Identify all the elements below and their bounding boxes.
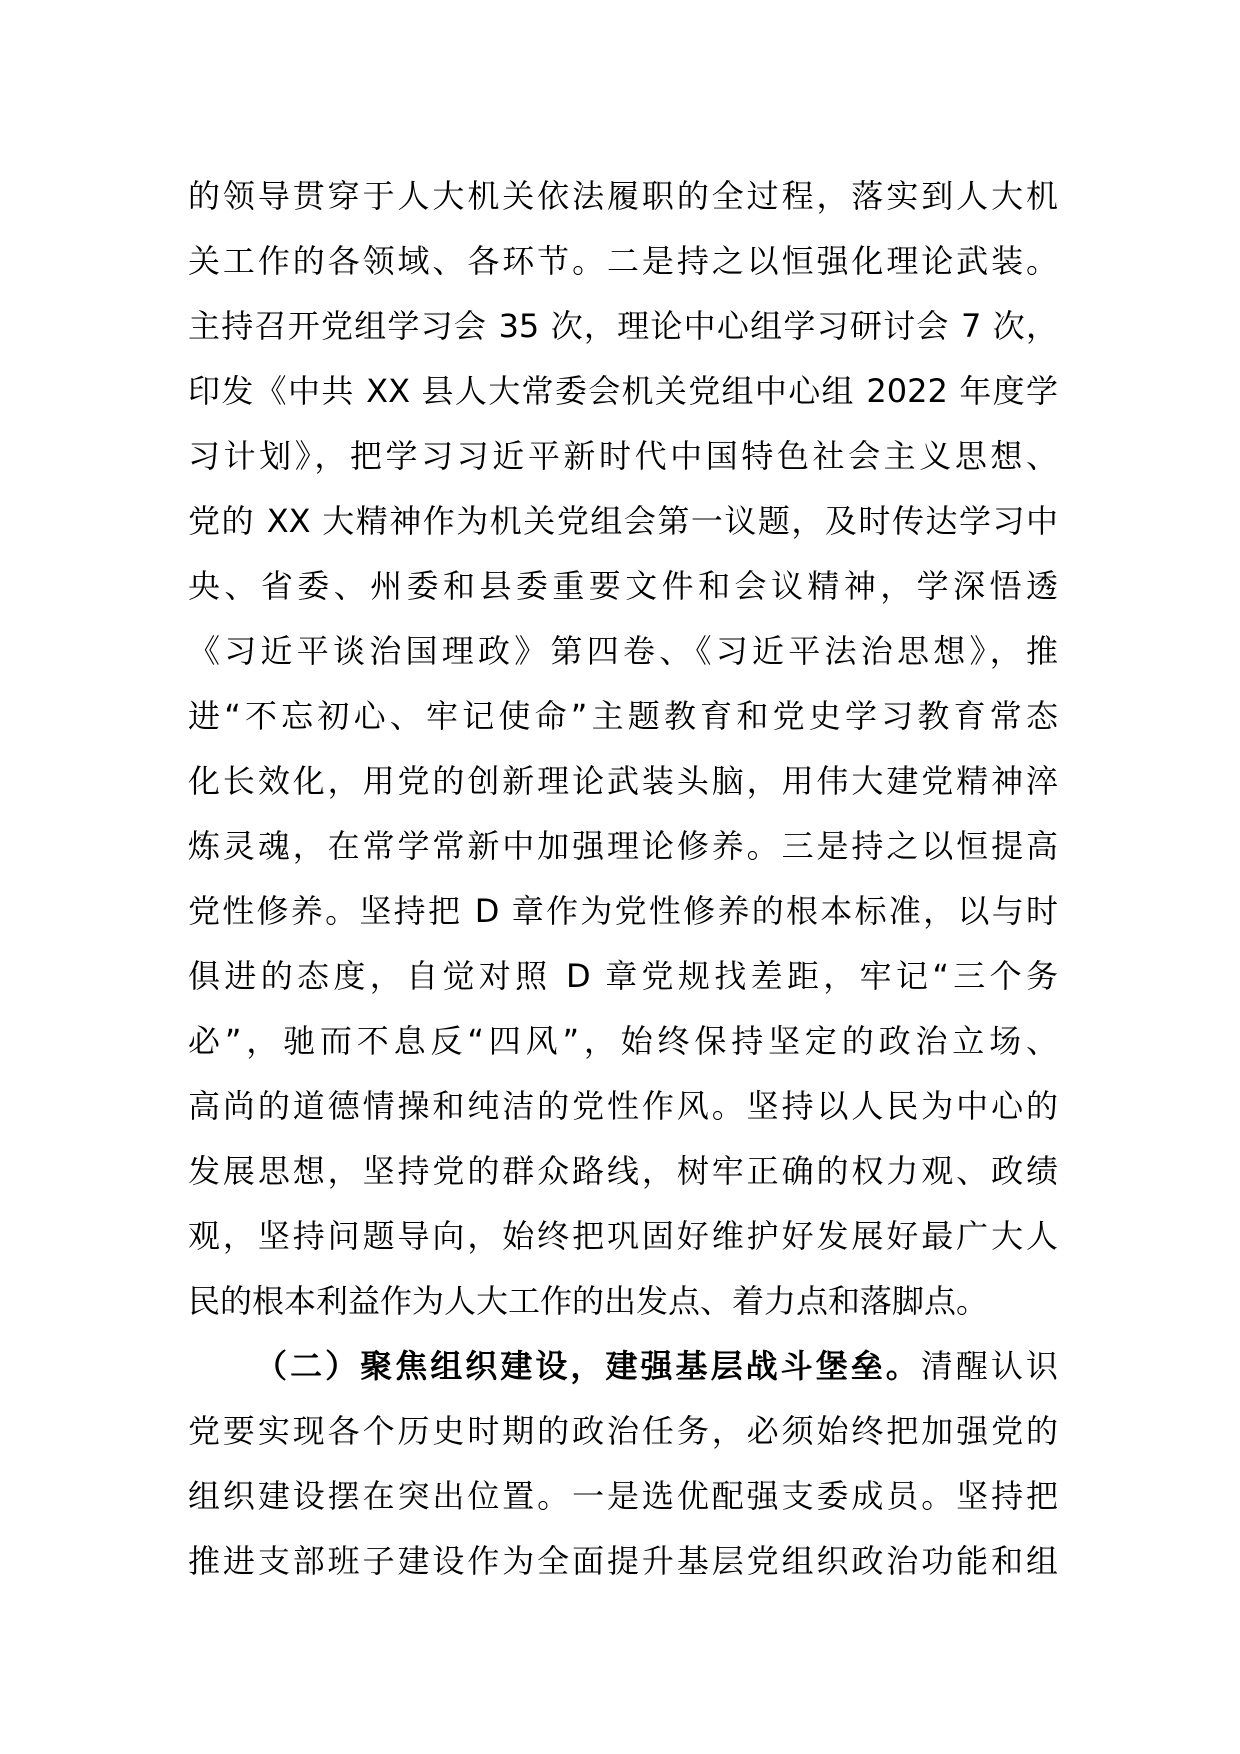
body-text bbox=[188, 164, 1058, 1594]
text-line: 推进支部班子建设作为全面提升基层党组织政治功能和组 bbox=[188, 1542, 1058, 1580]
text-line: 印发《中共 XX 县人大常委会机关党组中心组 2022 年度学 bbox=[188, 372, 1058, 410]
text-line-first bbox=[188, 1334, 1058, 1399]
text-line: 组织建设摆在突出位置。一是选优配强支委成员。坚持把 bbox=[188, 1477, 1058, 1515]
text-line: 央、省委、州委和县委重要文件和会议精神，学深悟透 bbox=[188, 567, 1058, 605]
section-heading: （二）聚焦组织建设，建强基层战斗堡垒。 bbox=[252, 1347, 921, 1385]
text-line: 党要实现各个历史时期的政治任务，必须始终把加强党的 bbox=[188, 1412, 1058, 1450]
text-line: 炼灵魂，在常学常新中加强理论修养。三是持之以恒提高 bbox=[188, 827, 1058, 865]
text-line: 《习近平谈治国理政》第四卷、《习近平法治思想》，推 bbox=[188, 632, 1058, 670]
text-line: 俱进的态度，自觉对照 D 章党规找差距，牢记“三个务 bbox=[188, 957, 1058, 995]
text-line: 习计划》，把学习习近平新时代中国特色社会主义思想、 bbox=[188, 437, 1058, 475]
text-line: 民的根本利益作为人大工作的出发点、着力点和落脚点。 bbox=[188, 1282, 989, 1320]
paragraph-2 bbox=[188, 1334, 1058, 1594]
text-line: 发展思想，坚持党的群众路线，树牢正确的权力观、政绩 bbox=[188, 1152, 1058, 1190]
text-line: 的领导贯穿于人大机关依法履职的全过程，落实到人大机 bbox=[188, 177, 1058, 215]
text-line: 关工作的各领域、各环节。二是持之以恒强化理论武装。 bbox=[188, 242, 1058, 280]
text-line: 党性修养。坚持把 D 章作为党性修养的根本标准，以与时 bbox=[188, 892, 1058, 930]
text-line: 观，坚持问题导向，始终把巩固好维护好发展好最广大人 bbox=[188, 1217, 1058, 1255]
text-line: 进“不忘初心、牢记使命”主题教育和党史学习教育常态 bbox=[188, 697, 1058, 735]
heading-continuation: 清醒认识 bbox=[920, 1347, 1058, 1385]
text-line: 党的 XX 大精神作为机关党组会第一议题，及时传达学习中 bbox=[188, 502, 1058, 540]
text-line: 必”，驰而不息反“四风”，始终保持坚定的政治立场、 bbox=[188, 1022, 1058, 1060]
text-line: 主持召开党组学习会 35 次，理论中心组学习研讨会 7 次， bbox=[188, 307, 1058, 345]
text-line: 高尚的道德情操和纯洁的党性作风。坚持以人民为中心的 bbox=[188, 1087, 1058, 1125]
paragraph-1 bbox=[188, 164, 1058, 1334]
text-line: 化长效化，用党的创新理论武装头脑，用伟大建党精神淬 bbox=[188, 762, 1058, 800]
